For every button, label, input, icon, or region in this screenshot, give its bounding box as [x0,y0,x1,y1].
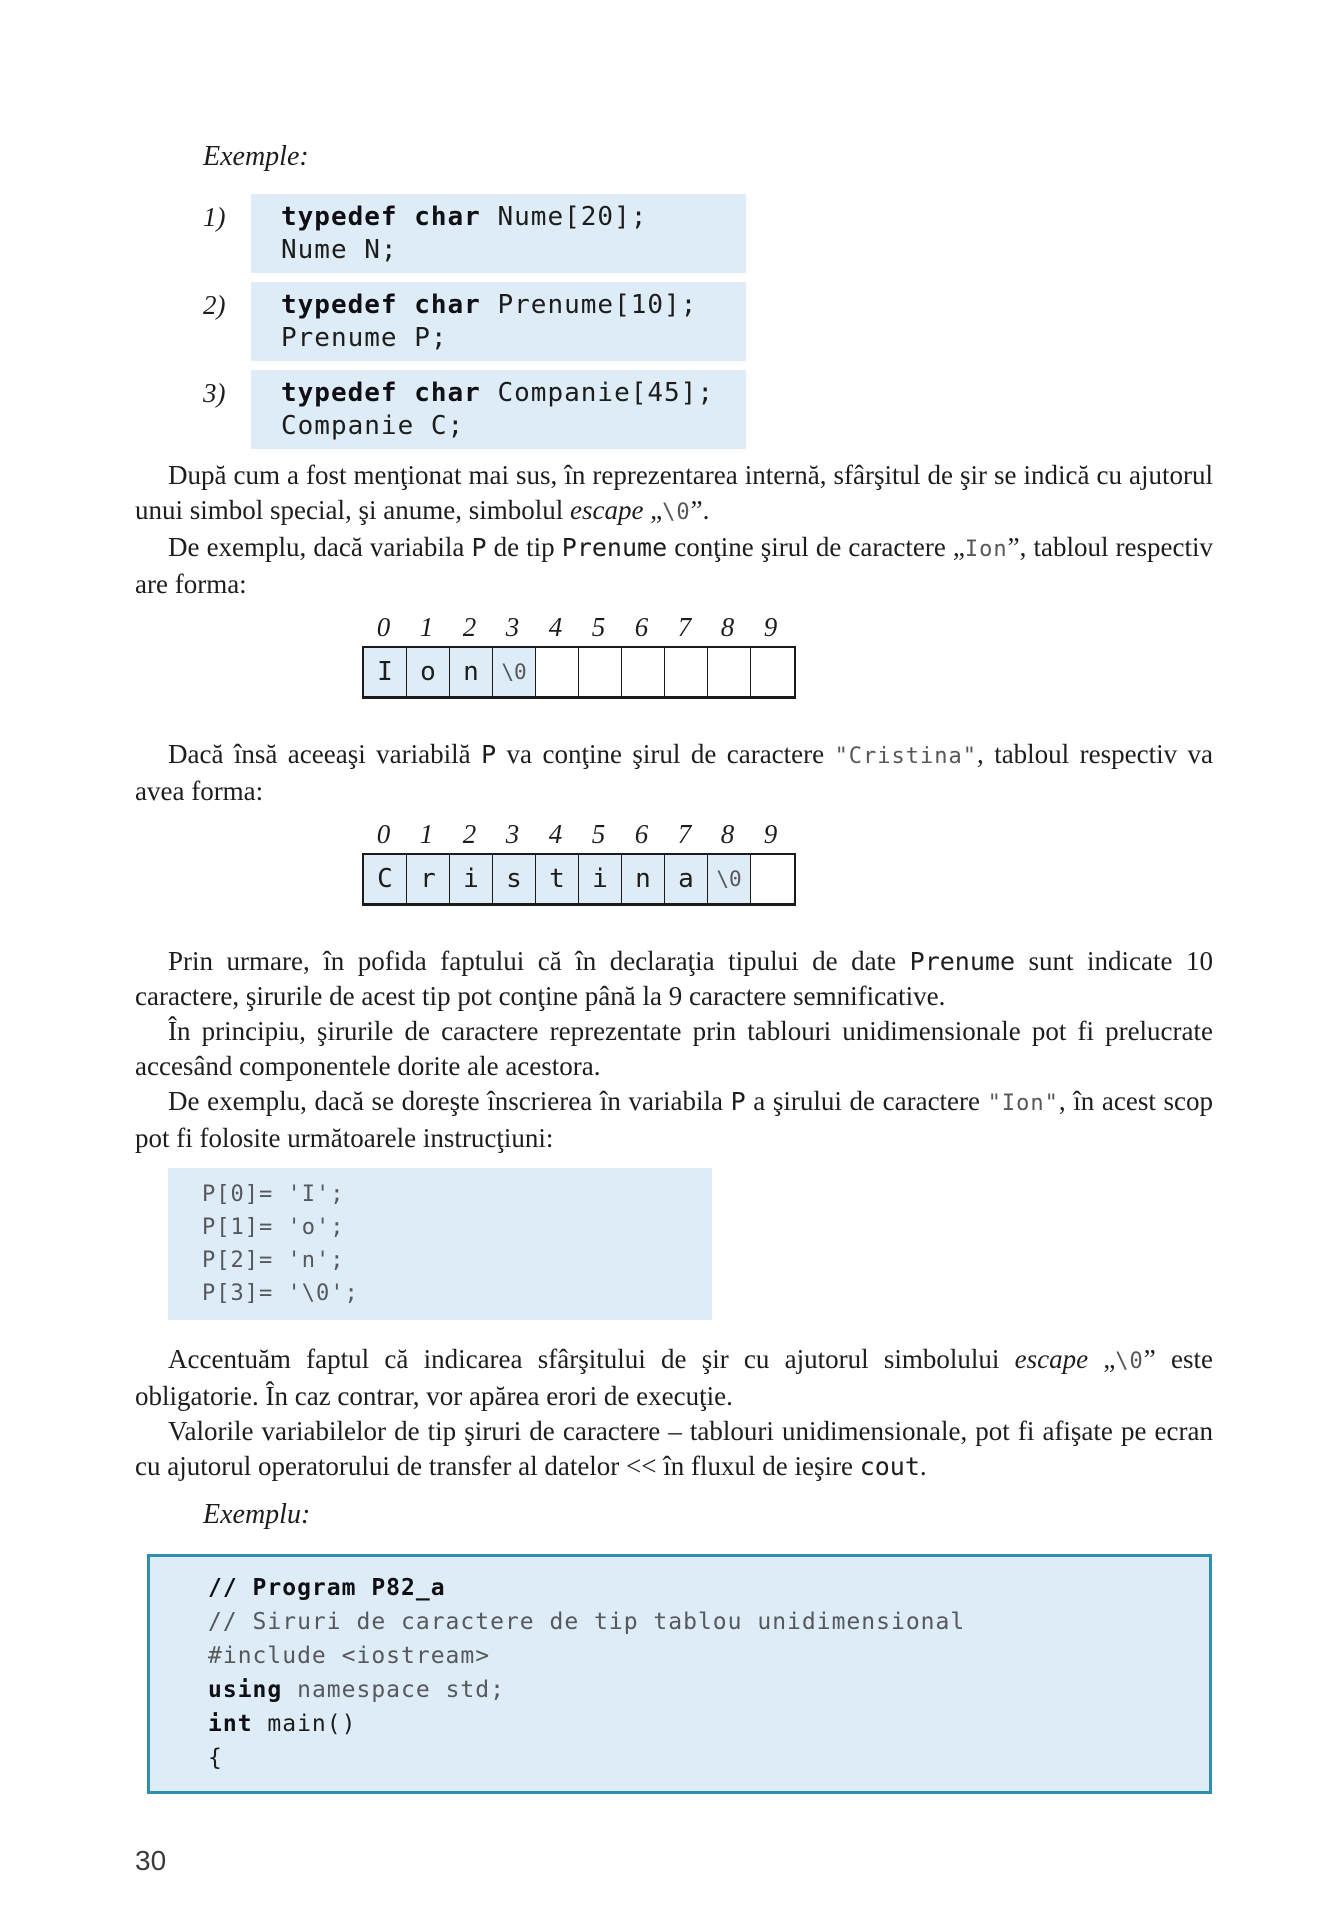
char-array-figure [362,819,1213,906]
italic-text-run: escape [1014,1344,1089,1374]
paragraph [135,944,1213,1014]
text-run: „ [1088,1344,1116,1374]
example-number: 3) [203,378,226,408]
text-run: conţine şirul de caractere „ [667,532,965,562]
array-cell: i [450,855,493,903]
array-cells [362,853,796,906]
text-run: „ [643,495,663,525]
code-line [208,1571,1209,1605]
code-keyword: int [208,1711,253,1737]
code-snippet [251,370,746,449]
inline-code: Prenume [561,533,668,562]
array-cell: I [364,648,407,696]
code-literal: namespace std; [282,1677,505,1703]
code-literal: "Cristina" [834,744,978,769]
code-line [208,1639,1209,1673]
example-heading: Exemplu: [203,1499,311,1530]
array-cell [536,648,579,696]
code-keyword: typedef char [281,378,481,408]
numbered-example [203,370,1213,449]
text-run: de tip [486,532,562,562]
paragraph [135,1084,1213,1156]
inline-code: Companie[45]; [480,378,714,408]
code-keyword: typedef char [281,202,481,232]
array-cells [362,646,796,699]
array-index-row [362,612,1213,642]
text-run: ”. [690,495,710,525]
array-cell: a [665,855,708,903]
code-snippet [251,194,746,273]
array-index-label: 4 [548,819,563,849]
text-run: , tabloul respectiv va avea forma: [135,739,1213,806]
array-cell: t [536,855,579,903]
code-line: P[2]= 'n'; [202,1248,345,1273]
code-line: P[0]= 'I'; [202,1182,345,1207]
text-run: Prin urmare, în pofida faptului că în declaraţia tipului de date [168,946,910,976]
array-cell: n [622,855,665,903]
paragraph [135,530,1213,602]
array-index-label: 6 [634,819,649,849]
code-literal: // Siruri de caractere de tip tablou unidimensional [208,1609,966,1635]
text-run: De exemplu, dacă variabila [168,532,472,562]
char-array-figure [362,612,1213,699]
code-literal: #include <iostream> [208,1643,491,1669]
array-index-label: 7 [677,819,692,849]
code-line [208,1673,1209,1707]
array-index-label: 7 [677,612,692,642]
text-run: După cum a fost menţionat mai sus, în reprezentarea internă, sfârşitul de şir se indică cu ajutorul unui simbol special, şi anume, simbolul [135,460,1213,525]
inline-code: Prenume [909,947,1015,976]
code-line: P[1]= 'o'; [202,1215,345,1240]
assignment-code-block [168,1168,712,1320]
code-line [281,410,746,443]
array-index-label: 0 [376,612,391,642]
inline-code: cout [859,1452,920,1481]
numbered-example [203,282,1213,361]
array-cell: C [364,855,407,903]
paragraph [135,458,1213,530]
text-run: De exemplu, dacă se doreşte înscrierea în variabila [168,1086,731,1116]
code-keyword: // Program P82_a [208,1575,446,1601]
array-cell: r [407,855,450,903]
example-heading: Exemple: [203,141,309,172]
inline-code: { [208,1745,223,1771]
inline-code: main() [252,1711,357,1737]
array-index-label: 9 [763,819,778,849]
code-line [281,377,746,410]
inline-code: Nume N; [281,235,398,265]
array-index-label: 5 [591,819,606,849]
example-number: 1) [203,202,226,232]
code-keyword: typedef char [281,290,481,320]
code-line [281,322,746,355]
array-index-label: 9 [763,612,778,642]
code-line [208,1741,1209,1775]
code-keyword: using [208,1677,283,1703]
array-cell: o [407,648,450,696]
code-line [208,1605,1209,1639]
code-line: P[3]= '\0'; [202,1281,359,1306]
text-run: Dacă însă aceeaşi variabilă [168,739,482,769]
array-cell [665,648,708,696]
code-line [208,1707,1209,1741]
code-literal: "Ion" [987,1091,1059,1116]
text-run: Valorile variabilelor de tip şiruri de caractere – tablouri unidimensionale, pot fi afişate pe ecran cu ajutorul operatorului de transfer al datelor << în fluxul de ieşire [135,1416,1213,1481]
paragraph [135,1414,1213,1484]
page-number: 30 [135,1845,167,1876]
inline-code: P [730,1087,746,1116]
array-cell [708,648,751,696]
array-cell: \0 [493,648,536,696]
text-run: În principiu, şirurile de caractere reprezentate prin tablouri unidimensionale pot fi prelucrate accesând componentele dorite ale acestora. [135,1016,1213,1081]
array-index-label: 1 [419,612,434,642]
array-index-row [362,819,1213,849]
paragraph [135,1014,1213,1084]
array-cell [622,648,665,696]
paragraph [135,1342,1213,1414]
code-literal: \0 [662,500,691,525]
array-cell: s [493,855,536,903]
paragraph [135,737,1213,809]
text-run: sunt indicate 10 caractere, şirurile de acest tip pot conţine până la 9 caractere semnificative. [135,946,1213,1011]
array-index-label: 2 [462,819,477,849]
program-listing [147,1554,1212,1794]
array-index-label: 0 [376,819,391,849]
inline-code: Companie C; [281,411,465,441]
array-cell [751,648,794,696]
array-index-label: 2 [462,612,477,642]
inline-code: P [471,533,487,562]
italic-text-run: escape [569,495,644,525]
page-content [135,140,1213,1794]
array-cell: i [579,855,622,903]
text-run: . [919,1451,927,1481]
array-index-label: 8 [720,612,735,642]
array-cell [579,648,622,696]
array-index-label: 3 [505,819,520,849]
inline-code: Nume[20]; [480,202,648,232]
code-literal: Ion [964,537,1008,562]
array-cell: \0 [708,855,751,903]
array-index-label: 4 [548,612,563,642]
array-index-label: 6 [634,612,649,642]
code-line [281,201,746,234]
text-run: ” este obligatorie. În caz contrar, vor apărea erori de execuţie. [135,1344,1213,1411]
array-cell [751,855,794,903]
code-line [281,234,746,267]
array-index-label: 1 [419,819,434,849]
array-cell: n [450,648,493,696]
example-number: 2) [203,290,226,320]
text-run: va conţine şirul de caractere [496,739,835,769]
code-line [281,289,746,322]
array-index-label: 8 [720,819,735,849]
text-run: , în acest scop pot fi folosite următoarele instrucţiuni: [135,1086,1213,1153]
text-run: Accentuăm faptul că indicarea sfârşitului de şir cu ajutorul simbolului [168,1344,1015,1374]
inline-code: P [481,740,497,769]
inline-code: Prenume[10]; [480,290,698,320]
text-run: ”, tabloul respectiv are forma: [135,532,1213,599]
array-index-label: 3 [505,612,520,642]
inline-code: Prenume P; [281,323,448,353]
text-run: a şirului de caractere [745,1086,988,1116]
numbered-example [203,194,1213,273]
array-index-label: 5 [591,612,606,642]
code-literal: \0 [1115,1349,1144,1374]
code-snippet [251,282,746,361]
